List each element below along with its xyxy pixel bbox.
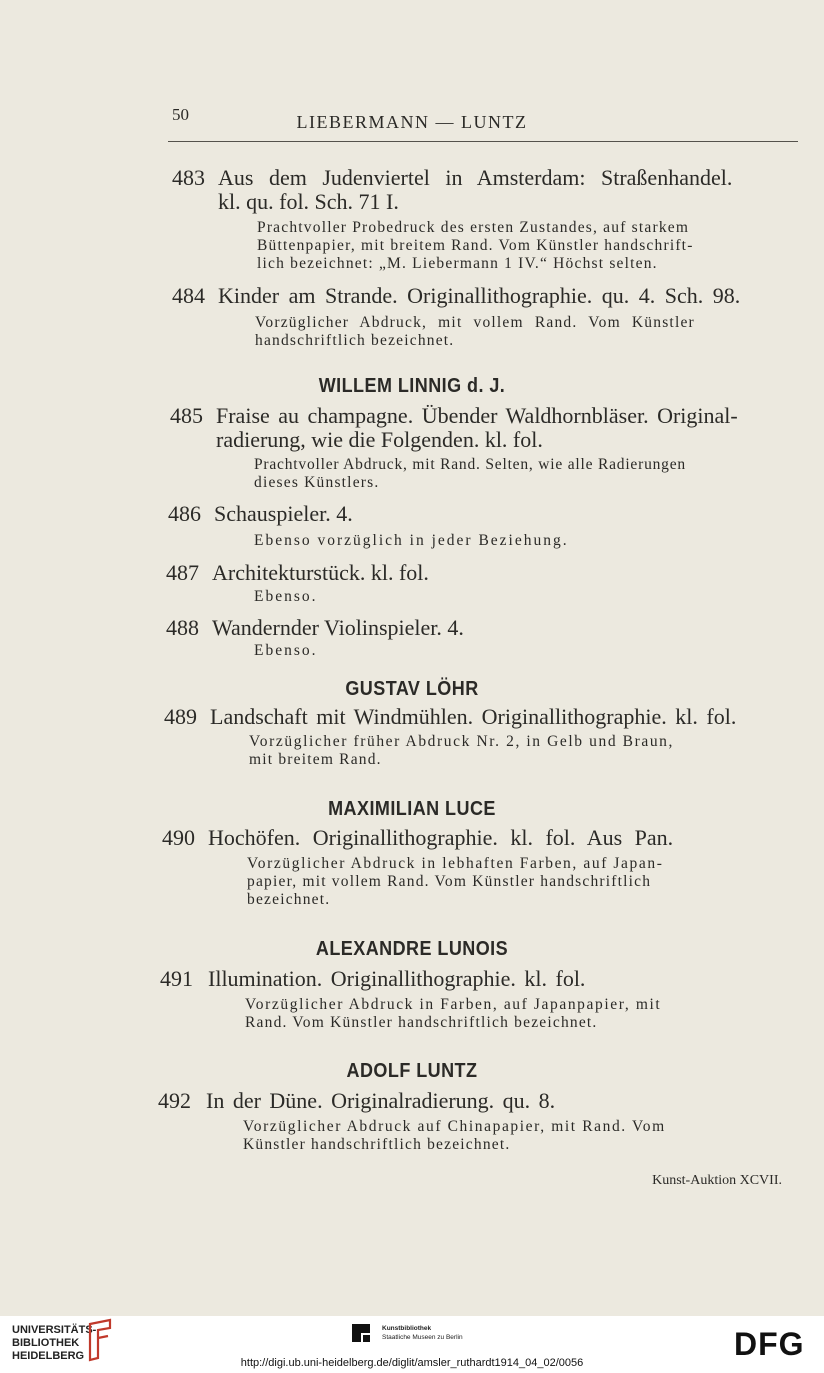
page-number: 50 bbox=[172, 105, 189, 124]
kunstbibliothek-text: Kunstbibliothek Staatliche Museen zu Berlin bbox=[382, 1325, 463, 1341]
kunstbibliothek-logo-icon bbox=[352, 1324, 370, 1342]
entry-description: Vorzüglicher Abdruck in Farben, auf Japanpapier, mit Rand. Vom Künstler handschriftlich bezeichnet. bbox=[245, 996, 662, 1031]
entry-description: Prachtvoller Abdruck, mit Rand. Selten, wie alle Radierungen dieses Künstlers. bbox=[254, 456, 686, 491]
catalog-entry-483 bbox=[0, 166, 824, 273]
artist-heading: GUSTAV LÖHR bbox=[345, 678, 479, 700]
entry-number: 490 bbox=[162, 825, 195, 850]
dfg-logo: DFG bbox=[734, 1326, 805, 1362]
header-rule bbox=[168, 141, 798, 142]
entry-number: 492 bbox=[158, 1088, 191, 1113]
artist-heading: ADOLF LUNTZ bbox=[346, 1060, 478, 1082]
entry-number: 489 bbox=[164, 704, 197, 729]
entry-number: 484 bbox=[172, 283, 205, 308]
entry-description: Vorzüglicher Abdruck auf Chinapapier, mit Rand. Vom Künstler handschriftlich bezeichnet. bbox=[243, 1118, 666, 1153]
catalog-entry-484 bbox=[0, 284, 824, 350]
entry-description: Ebenso vorzüglich in jeder Beziehung. bbox=[254, 532, 569, 549]
entry-description: Vorzüglicher Abdruck, mit vollem Rand. Vom Künstler handschriftlich bezeichnet. bbox=[255, 314, 695, 349]
artist-heading: MAXIMILIAN LUCE bbox=[328, 798, 496, 820]
entry-number: 483 bbox=[172, 165, 205, 190]
entry-number: 491 bbox=[160, 966, 193, 991]
entry-number: 487 bbox=[166, 560, 199, 585]
entry-title-cont: radierung, wie die Folgenden. kl. fol. bbox=[216, 427, 543, 452]
entry-title: Aus dem Judenviertel in Amsterdam: Straßenhandel. bbox=[218, 165, 733, 190]
catalog-entry-487 bbox=[0, 561, 824, 606]
university-library-text: UNIVERSITÄTS- BIBLIOTHEK HEIDELBERG bbox=[12, 1324, 97, 1362]
entry-title: Fraise au champagne. Übender Waldhornbläser. Original- bbox=[216, 403, 738, 428]
catalog-entry-488 bbox=[0, 616, 824, 660]
catalog-entry-491 bbox=[0, 967, 824, 1032]
auction-label: Kunst-Auktion XCVII. bbox=[652, 1173, 782, 1188]
entry-title: Wandernder Violinspieler. 4. bbox=[212, 615, 464, 640]
artist-heading: ALEXANDRE LUNOIS bbox=[315, 938, 509, 960]
entry-description: Ebenso. bbox=[254, 588, 318, 605]
entry-title: Illumination. Originallithographie. kl. fol. bbox=[208, 966, 586, 991]
entry-number: 486 bbox=[168, 501, 201, 526]
catalog-entry-489 bbox=[0, 705, 824, 769]
footer-bar bbox=[0, 1316, 824, 1373]
entry-number: 485 bbox=[170, 403, 203, 428]
entry-title: Hochöfen. Originallithographie. kl. fol. Aus Pan. bbox=[208, 825, 674, 850]
entry-number: 488 bbox=[166, 615, 199, 640]
entry-title: Architekturstück. kl. fol. bbox=[212, 560, 429, 585]
catalog-entry-492 bbox=[0, 1089, 824, 1154]
catalog-entry-485 bbox=[0, 404, 824, 492]
university-library-logo-icon bbox=[84, 1318, 114, 1362]
entry-title: Landschaft mit Windmühlen. Originallithographie. kl. fol. bbox=[210, 704, 737, 729]
entry-title: Schauspieler. 4. bbox=[214, 501, 353, 526]
entry-description: Prachtvoller Probedruck des ersten Zustandes, auf starkem Büttenpapier, mit breitem Rand. Vom Künstler handschrift- lich bezeichnet: „M. Liebermann 1 IV.“ Höchst selten. bbox=[257, 219, 694, 272]
running-head: LIEBERMANN — LUNTZ bbox=[296, 112, 528, 132]
entry-description: Vorzüglicher Abdruck in lebhaften Farben, auf Japan- papier, mit vollem Rand. Vom Künstler handschriftlich bezeichnet. bbox=[247, 855, 664, 908]
artist-heading: WILLEM LINNIG d. J. bbox=[318, 375, 506, 397]
catalog-entry-490 bbox=[0, 826, 824, 909]
entry-description: Ebenso. bbox=[254, 642, 318, 659]
entry-title: In der Düne. Originalradierung. qu. 8. bbox=[206, 1088, 556, 1113]
entry-title-cont: kl. qu. fol. Sch. 71 I. bbox=[218, 189, 399, 214]
catalog-entry-486 bbox=[0, 502, 824, 550]
entry-description: Vorzüglicher früher Abdruck Nr. 2, in Gelb und Braun, mit breitem Rand. bbox=[249, 733, 675, 768]
entry-title: Kinder am Strande. Originallithographie. qu. 4. Sch. 98. bbox=[218, 283, 741, 308]
source-url[interactable]: http://digi.ub.uni-heidelberg.de/diglit/amsler_ruthardt1914_04_02/0056 bbox=[240, 1357, 584, 1369]
